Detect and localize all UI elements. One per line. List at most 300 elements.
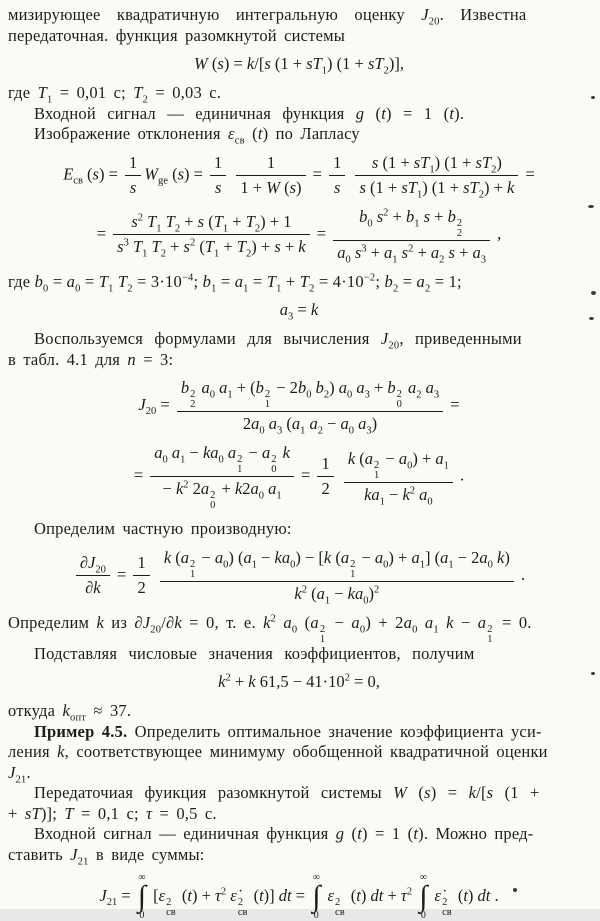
text-run: [418, 613, 425, 632]
math-variable: a: [66, 271, 76, 291]
text-run: ) +: [251, 237, 275, 256]
text-run: −: [322, 414, 341, 433]
text-run: Подставляя числовые значения коэффициентов, получим: [34, 643, 475, 663]
integral-lower-limit: 0: [139, 910, 145, 921]
text-run: 3: [433, 389, 440, 401]
text-run: 1: [211, 282, 217, 294]
fraction-numerator: [150, 443, 294, 477]
math-variable: a: [425, 378, 434, 397]
text-run: −: [330, 583, 348, 603]
text-run: 2: [416, 389, 422, 401]
text-run: 2: [478, 188, 484, 200]
text-run: ;: [375, 271, 385, 291]
eq-quadratic-in-k: [8, 672, 590, 692]
text-run: 2: [220, 886, 227, 898]
text-run: 2: [301, 584, 307, 595]
text-run: 1: [108, 282, 114, 294]
text-run: +: [230, 672, 249, 691]
text-run: 1: [321, 65, 328, 77]
math-variable: k: [246, 54, 255, 73]
math-variable: τ: [400, 885, 407, 905]
math-variable: a: [154, 443, 163, 462]
fraction-numerator: [236, 153, 305, 176]
integral-sign: ∫: [419, 880, 428, 913]
text-run: 1: [416, 188, 423, 200]
text-run: 1: [137, 553, 146, 572]
text-run: ) =: [223, 54, 247, 73]
fraction-denominator: [160, 582, 514, 604]
math-variable: a: [440, 547, 449, 567]
para-input-4-5-line-1: [8, 824, 590, 845]
text-run: 1: [276, 282, 282, 294]
text-run: +: [388, 206, 406, 226]
fraction-numerator: [133, 553, 149, 576]
text-run: 3: [288, 311, 294, 323]
subscript: св: [237, 906, 248, 918]
text-run: 0: [345, 253, 351, 265]
fraction-denominator: [125, 176, 141, 198]
text-run: ) = 1 (: [362, 824, 414, 843]
math-variable: k: [96, 612, 104, 632]
text-run: −: [197, 547, 215, 567]
text-run: [348, 164, 352, 183]
text-run: [397, 390, 402, 409]
text-run: 1: [156, 223, 162, 235]
math-variable: dt: [370, 885, 384, 905]
text-run: (: [331, 547, 341, 567]
integral-with-limits: [138, 873, 146, 921]
text-run: =: [133, 465, 148, 485]
text-run: ). Можно пред-: [418, 824, 534, 843]
math-variable: b: [359, 206, 368, 226]
text-run: (1 +: [378, 152, 414, 172]
superscript: 2: [190, 389, 196, 400]
text-run: +: [413, 242, 431, 262]
math-variable: a: [201, 378, 210, 397]
eq-error-image-part2: [8, 207, 590, 263]
text-run: ) +: [388, 547, 412, 567]
math-variable: a: [398, 448, 408, 468]
math-variable: ε: [327, 885, 335, 905]
math-variable: T: [64, 803, 74, 823]
fraction-numerator: [329, 153, 345, 176]
text-run: ) (1 +: [422, 177, 464, 197]
text-run: [442, 898, 452, 917]
math-variable: a: [234, 271, 244, 291]
bold-text: Пример 4.5.: [34, 721, 128, 741]
fraction: [355, 153, 518, 198]
text-run: 2: [406, 886, 413, 898]
subscript: 1: [350, 568, 356, 580]
integral-lower-limit: 0: [420, 910, 426, 921]
text-run: [229, 164, 233, 183]
fraction-denominator: [333, 241, 490, 263]
scan-artifact: [591, 291, 596, 295]
math-variable: ε̇: [434, 885, 442, 905]
math-variable: t: [259, 885, 264, 905]
text-run: = 0,: [349, 672, 380, 691]
text-run: 0: [383, 558, 389, 570]
text-run: (: [355, 448, 365, 468]
math-variable: a: [340, 414, 349, 433]
math-variable: a: [435, 448, 444, 468]
text-run: +: [280, 237, 299, 256]
fraction-denominator: [133, 576, 149, 598]
text-run: )];: [40, 803, 65, 823]
math-variable: s: [117, 237, 124, 256]
text-run: /∂: [161, 612, 175, 632]
text-run: ;: [193, 271, 203, 291]
para-use-formulas-line-1: [8, 329, 590, 350]
text-run: 0: [348, 425, 354, 437]
text-run: 2: [160, 248, 166, 260]
text-run: 1: [142, 248, 148, 260]
math-variable: s: [264, 54, 271, 73]
text-run: −: [357, 547, 375, 567]
math-variable: dt: [477, 885, 491, 905]
math-variable: a: [374, 547, 384, 567]
text-run: Определим частную производную:: [34, 519, 292, 538]
math-variable: s: [424, 783, 431, 802]
text-run: .: [490, 885, 499, 905]
text-run: (: [249, 885, 260, 905]
text-run: [166, 898, 176, 917]
scan-artifact: [588, 205, 594, 208]
fraction-numerator: [125, 153, 141, 176]
math-variable: s: [177, 163, 184, 183]
text-run: 0: [346, 389, 353, 401]
text-run: 2: [317, 425, 323, 437]
text-run: 0: [218, 454, 224, 466]
fraction-numerator: [344, 449, 453, 483]
text-run: [190, 390, 195, 409]
math-variable: a: [364, 448, 374, 468]
text-run: (: [346, 885, 357, 905]
math-variable: b: [447, 206, 456, 226]
math-variable: s: [92, 163, 99, 183]
math-variable: J: [88, 553, 96, 572]
text-run: =: [117, 885, 135, 905]
text-run: (: [297, 612, 311, 632]
math-variable: dt: [278, 885, 292, 905]
math-variable: a: [358, 414, 367, 433]
math-variable: k: [446, 612, 454, 632]
text-run: =: [521, 163, 535, 183]
text-run: ) =: [430, 783, 469, 802]
math-variable: b: [297, 378, 307, 397]
text-run: 0: [291, 623, 298, 635]
math-variable: n: [127, 349, 136, 369]
math-variable: ε: [228, 124, 235, 143]
text-run: 1: [321, 454, 330, 473]
text-run: = 0.: [494, 612, 532, 632]
math-variable: a: [419, 484, 428, 504]
text-run: 1: [214, 248, 220, 260]
text-run: −: [244, 443, 262, 462]
math-variable: s: [129, 177, 137, 197]
text-run: 1: [392, 253, 398, 265]
superscript: 2: [237, 454, 243, 465]
math-variable: a: [291, 414, 301, 433]
fraction: [344, 449, 453, 505]
math-variable: k: [323, 547, 332, 567]
text-run: ления: [8, 742, 58, 761]
text-run: [335, 898, 345, 917]
text-run: 3: [364, 389, 370, 401]
text-run: 3: [276, 425, 283, 437]
text-run: (1 +: [270, 54, 307, 73]
text-run: /[: [254, 54, 265, 73]
line-solve-for-k: [8, 613, 590, 644]
text-run: = 0,5 с.: [152, 803, 217, 823]
math-variable: a: [416, 271, 425, 291]
text-run: =: [216, 271, 235, 291]
para-substitute-values: [8, 644, 590, 665]
text-run: ge: [158, 175, 168, 187]
text-run: Воспользуемся формулами для вычисления: [34, 329, 381, 348]
text-run: +: [228, 212, 246, 231]
text-run: опт: [70, 712, 87, 724]
math-variable: sT: [463, 177, 479, 197]
math-variable: a: [403, 612, 413, 632]
line-coefficients: [8, 272, 590, 293]
line-laplace-image: [8, 124, 590, 145]
math-variable: T: [266, 271, 277, 291]
text-run: ∂: [85, 578, 94, 597]
math-variable: a: [261, 443, 271, 462]
math-variable: k: [57, 742, 65, 761]
text-run: 2: [408, 243, 414, 254]
text-run: = 0, т. е.: [181, 612, 264, 632]
text-run: 1: [266, 152, 276, 172]
math-variable: k: [174, 612, 182, 632]
math-variable: W: [194, 54, 208, 73]
text-run: +: [430, 206, 448, 226]
text-run: 1: [46, 94, 53, 106]
math-variable: t: [463, 885, 468, 905]
math-variable: ka: [202, 443, 219, 462]
para-example-4-5-line-3: [8, 763, 590, 784]
fraction-denominator: [76, 576, 110, 598]
text-run: 2: [270, 613, 277, 624]
fraction-denominator: [210, 176, 226, 198]
text-run: 2: [142, 94, 149, 106]
text-run: ) =: [183, 163, 208, 183]
math-variable: a: [340, 547, 350, 567]
text-run: 2: [425, 282, 431, 294]
fraction-denominator: [236, 176, 305, 198]
text-run: +: [369, 378, 388, 397]
text-run: 1: [429, 163, 435, 175]
math-variable: t: [449, 103, 455, 123]
eq-open-loop-transfer: [8, 54, 590, 77]
text-run: 0: [223, 558, 229, 570]
math-variable: k: [234, 479, 243, 498]
text-run: 0: [363, 594, 369, 606]
math-variable: s: [401, 242, 409, 262]
text-run: +: [366, 242, 385, 262]
text-run: 0: [367, 217, 373, 229]
text-run: =: [446, 394, 460, 414]
math-variable: a: [316, 583, 325, 603]
text-run: (: [195, 237, 205, 256]
math-variable: b: [180, 378, 190, 397]
text-run: ).: [454, 103, 465, 123]
superscript: 2: [264, 389, 271, 400]
math-variable: a: [219, 378, 228, 397]
text-run: (: [207, 54, 218, 73]
text-run: 1: [300, 425, 306, 437]
text-run: 1: [214, 152, 223, 172]
text-run: = 0,03 с.: [148, 83, 222, 102]
text-run: 1 +: [240, 177, 267, 197]
text-run: ): [467, 885, 478, 905]
text-run: [153, 564, 157, 583]
subscript: 0: [396, 399, 402, 410]
math-variable: a: [477, 612, 487, 632]
eq-j21-integral-sum: [8, 873, 590, 921]
math-variable: T: [204, 237, 214, 256]
integral-lower-limit: 0: [313, 910, 319, 921]
superscript: 2: [166, 896, 172, 908]
math-variable: T: [151, 237, 161, 256]
text-run: св: [234, 135, 245, 147]
eq-j20-part2: [8, 443, 590, 510]
text-run: − 2: [453, 547, 480, 567]
text-run: 0: [290, 558, 296, 570]
math-variable: J: [380, 329, 389, 348]
fraction-numerator: [210, 153, 226, 176]
math-variable: T: [245, 212, 255, 231]
text-run: где: [8, 271, 35, 291]
text-run: ) (1 +: [327, 54, 368, 73]
text-run: = 1;: [430, 271, 462, 291]
text-run: 1: [443, 459, 449, 471]
math-variable: a: [424, 612, 434, 632]
text-run: (: [177, 885, 188, 905]
eq-a3-equals-k: [8, 300, 590, 323]
text-run: 0: [162, 454, 168, 466]
text-run: [210, 491, 215, 510]
math-variable: k: [294, 583, 302, 603]
math-variable: J: [99, 885, 107, 905]
fraction: [236, 153, 305, 198]
text-run: 2: [225, 672, 231, 684]
para-use-formulas-line-2: [8, 350, 590, 371]
math-variable: a: [310, 612, 319, 632]
text-run: .: [516, 564, 526, 584]
subscript: 1: [190, 568, 196, 580]
math-variable: a: [411, 547, 420, 567]
text-run: (: [306, 583, 317, 603]
math-variable: t: [257, 124, 263, 143]
text-run: (: [344, 824, 358, 843]
math-variable: a: [283, 612, 292, 632]
math-variable: k: [263, 612, 271, 632]
text-run: 2: [439, 253, 445, 265]
text-run: 3: [366, 425, 372, 437]
math-variable: s: [423, 206, 431, 226]
math-variable: b: [405, 206, 415, 226]
superscript: 2: [210, 490, 216, 501]
math-variable: T: [132, 237, 143, 256]
text-run: =: [248, 271, 267, 291]
para-partial-derivative: [8, 519, 590, 540]
text-run: .: [455, 465, 465, 485]
fraction: [160, 548, 514, 604]
text-run: +: [219, 237, 237, 256]
fraction-numerator: [333, 207, 490, 241]
text-run: ставить: [8, 844, 71, 864]
text-run: (1 +: [365, 177, 402, 197]
integral-upper-limit: ∞: [419, 872, 427, 883]
para-example-4-5-line-2: [8, 742, 590, 763]
text-run: (: [364, 103, 382, 123]
text-run: [237, 455, 242, 474]
subscript: св: [335, 906, 345, 918]
math-variable: a: [250, 479, 259, 498]
math-variable: b: [387, 378, 396, 397]
text-run: =: [312, 223, 331, 243]
integral-with-limits: [419, 873, 427, 921]
math-variable: a: [279, 300, 289, 319]
fraction-denominator: [150, 477, 294, 510]
text-run: (: [279, 177, 290, 197]
text-run: =: [398, 271, 417, 291]
math-variable: ka: [274, 547, 291, 567]
math-variable: k: [310, 300, 319, 319]
text-run: 1: [448, 558, 454, 570]
integral-upper-limit: ∞: [138, 872, 146, 883]
text-run: 2: [383, 65, 389, 77]
line-input-signal: [8, 104, 590, 125]
math-variable: sT: [413, 152, 430, 172]
math-variable: a: [309, 414, 318, 433]
text-run: =: [156, 394, 174, 414]
continuation-paragraph-line-2: [8, 26, 590, 47]
fraction: [317, 454, 333, 499]
para-transfer-4-5-line-2: [8, 804, 590, 825]
math-variable: s: [334, 177, 341, 197]
text-run: ): [504, 547, 510, 567]
text-run: Входной сигнал — единичная функция: [34, 103, 356, 123]
text-run: 0: [258, 490, 265, 502]
text-run: 0: [359, 623, 366, 635]
math-variable: k: [175, 479, 184, 498]
text-run: 2: [321, 479, 330, 498]
math-variable: a: [408, 378, 417, 397]
math-variable: a: [200, 479, 210, 498]
subscript: 0: [271, 464, 277, 475]
integral-sign: ∫: [312, 880, 321, 913]
text-run: 2: [188, 479, 201, 498]
text-run: 2: [137, 212, 143, 224]
text-run: 21: [77, 855, 89, 867]
text-run: =: [112, 564, 131, 584]
scan-artifact: [513, 888, 517, 892]
subscript: 1: [264, 399, 271, 410]
eq-dj20: [8, 548, 590, 604]
math-variable: a: [171, 443, 181, 462]
text-run: ) +: [483, 177, 508, 197]
text-run: где: [8, 83, 38, 102]
text-run: ): [360, 885, 371, 905]
superscript: 2: [442, 896, 448, 908]
text-run: 20: [95, 564, 106, 576]
text-run: откуда: [8, 701, 63, 720]
text-run: 3: [480, 253, 487, 265]
math-variable: k: [468, 783, 477, 802]
